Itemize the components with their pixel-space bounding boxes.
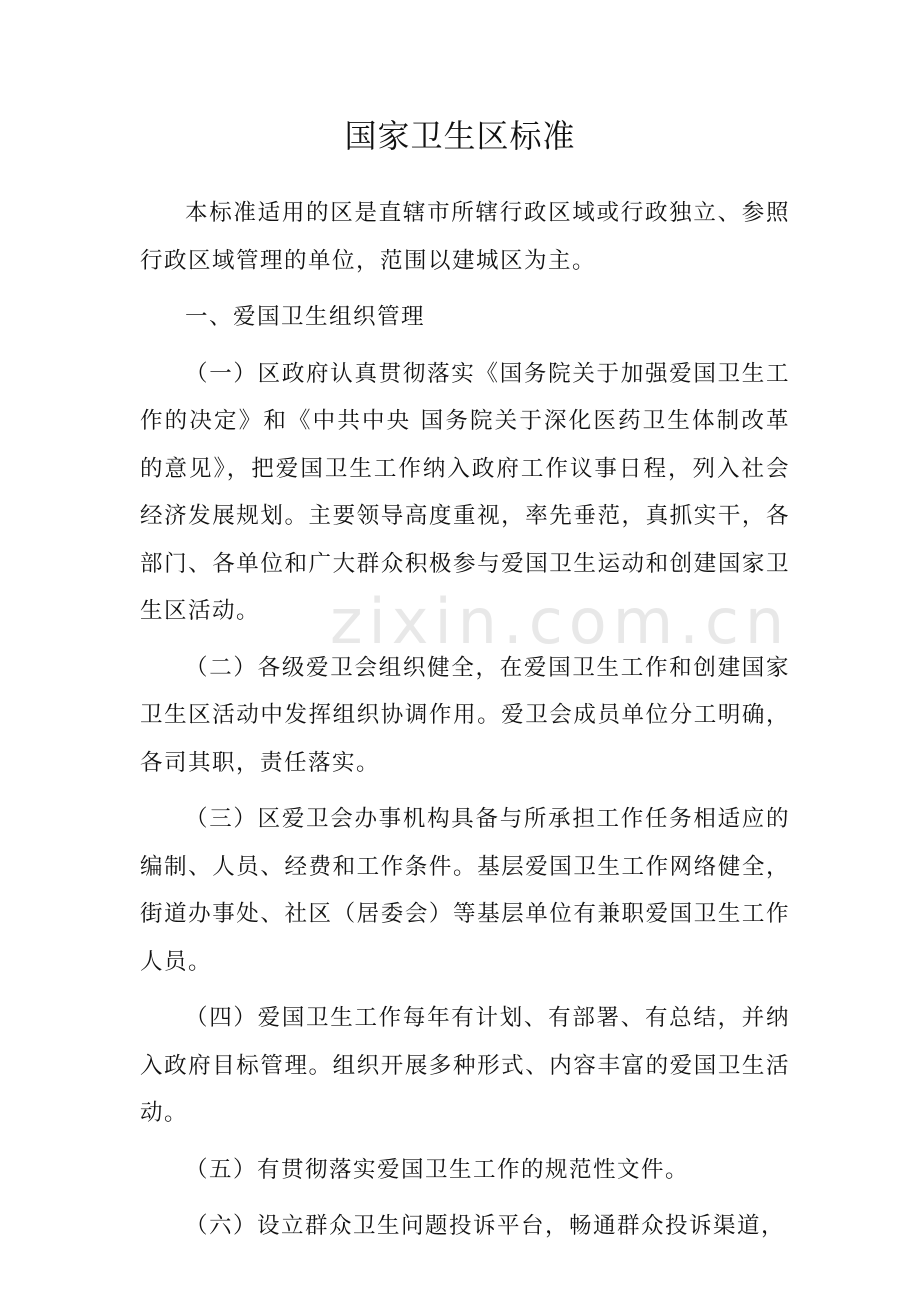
document-body <box>140 190 790 1260</box>
document-title: 国家卫生区标准 <box>344 117 576 155</box>
paragraph-item-4: （四）爱国卫生工作每年有计划、有部署、有总结，并纳入政府目标管理。组织开展多种形式、内容丰富的爱国卫生活动。 <box>140 1005 790 1126</box>
paragraph-item-2: （二）各级爱卫会组织健全，在爱国卫生工作和创建国家卫生区活动中发挥组织协调作用。爱卫会成员单位分工明确，各司其职，责任落实。 <box>140 654 790 776</box>
paragraph-item-5: （五）有贯彻落实爱国卫生工作的规范性文件。 <box>185 1156 690 1183</box>
paragraph-item-1: （一）区政府认真贯彻落实《国务院关于加强爱国卫生工作的决定》和《中共中央 国务院关于深化医药卫生体制改革的意见》，把爱国卫生工作纳入政府工作议事日程，列入社会经济发展规划。主要领导高度重视，率先垂范，真抓实干，各部门、各单位和广大群众积极参与爱国卫生运动和创建国家卫生区活动。 <box>140 360 790 624</box>
section-heading-1: 一、爱国卫生组织管理 <box>185 304 426 330</box>
paragraph-item-3: （三）区爱卫会办事机构具备与所承担工作任务相适应的编制、人员、经费和工作条件。基层爱国卫生工作网络健全，街道办事处、社区（居委会）等基层单位有兼职爱国卫生工作人员。 <box>140 806 790 975</box>
paragraph-scope: 本标准适用的区是直辖市所辖行政区域或行政独立、参照行政区域管理的单位，范围以建城区为主。 <box>140 200 790 274</box>
paragraph-item-6: （六）设立群众卫生问题投诉平台，畅通群众投诉渠道， <box>185 1213 786 1239</box>
watermark: zixin.com.cn <box>330 585 791 658</box>
